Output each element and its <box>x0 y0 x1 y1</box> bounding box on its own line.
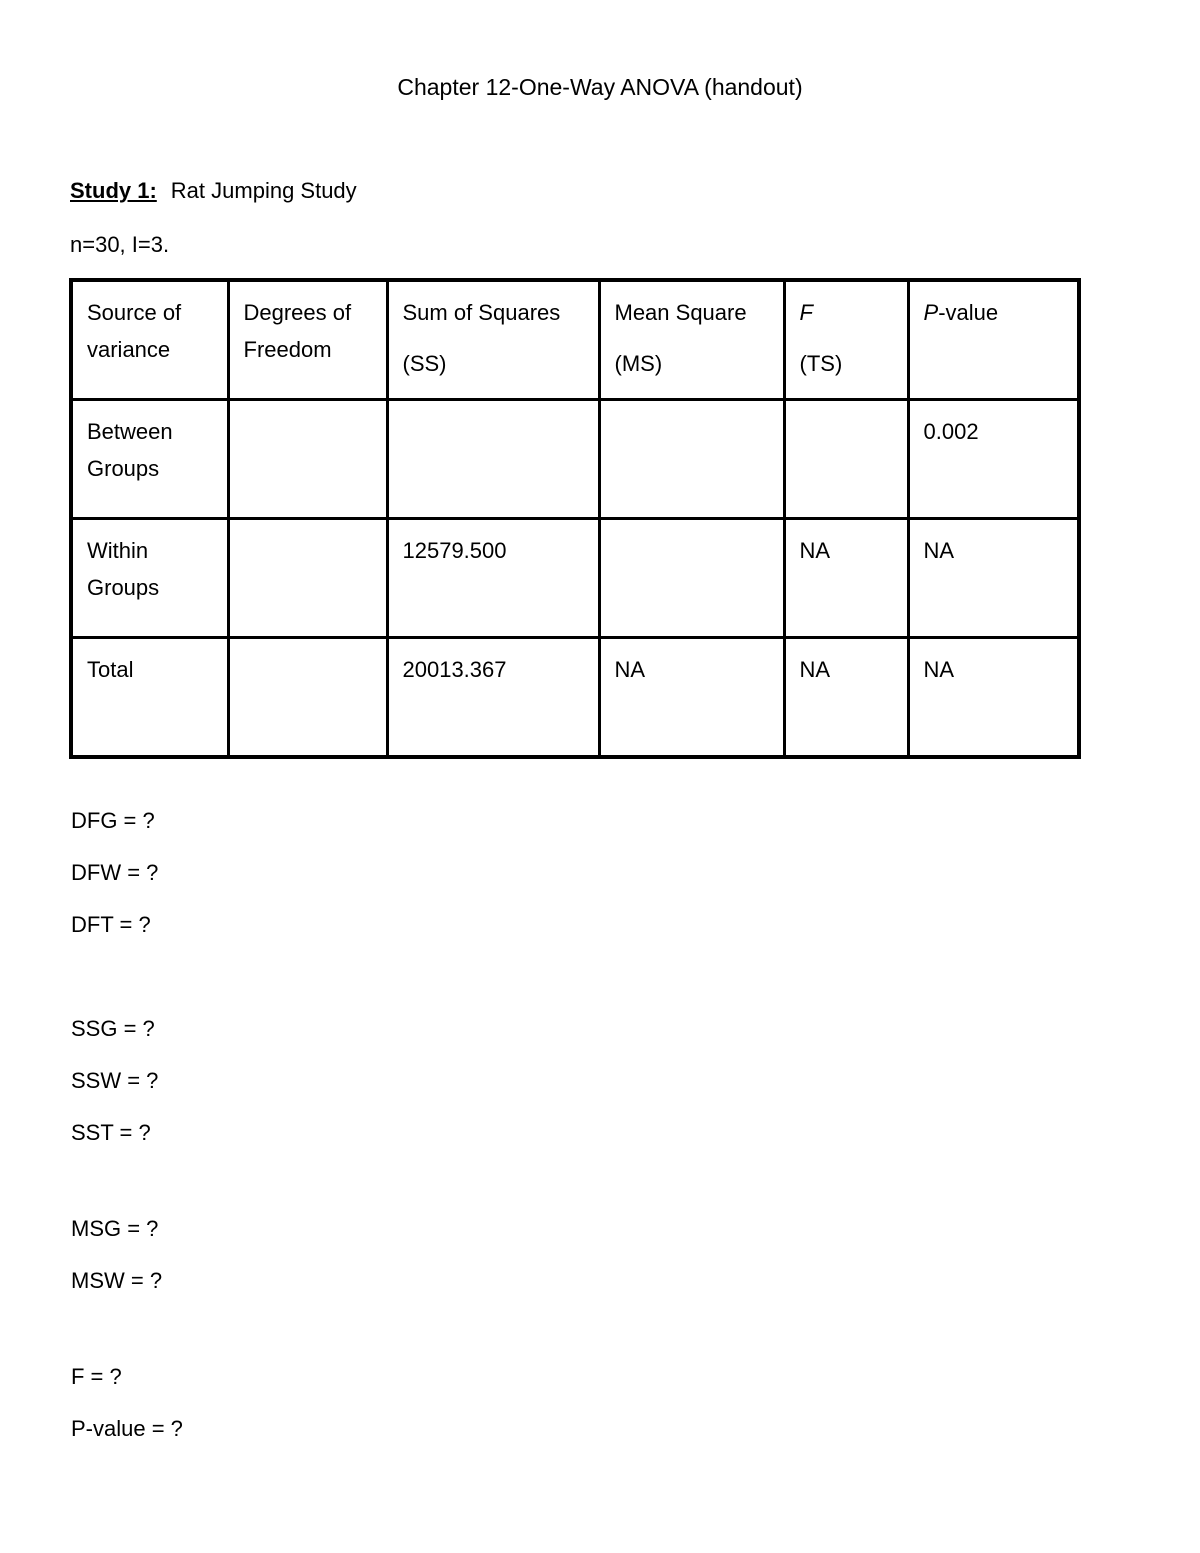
table-row-within <box>71 519 1079 638</box>
ss-cell: 12579.500 <box>387 519 599 638</box>
df-cell <box>228 638 387 758</box>
df-cell <box>228 400 387 519</box>
table-header-row <box>71 280 1079 400</box>
source-cell: Within Groups <box>71 519 228 638</box>
question-ssg: SSG = ? <box>71 1016 155 1041</box>
table-row-total <box>71 638 1079 758</box>
question-msg: MSG = ? <box>71 1216 159 1241</box>
ms-cell <box>599 400 784 519</box>
source-cell: Between Groups <box>71 400 228 519</box>
f-cell: NA <box>784 638 908 758</box>
source-cell: Total <box>71 638 228 758</box>
f-cell: NA <box>784 519 908 638</box>
question-p-value: P-value = ? <box>71 1416 183 1441</box>
p-cell: NA <box>908 519 1079 638</box>
header-f: F (TS) <box>784 280 908 400</box>
header-ms: Mean Square (MS) <box>599 280 784 400</box>
header-source: Source of variance <box>71 280 228 400</box>
table-row-between <box>71 400 1079 519</box>
study-heading <box>70 178 357 204</box>
p-cell: 0.002 <box>908 400 1079 519</box>
ms-cell: NA <box>599 638 784 758</box>
p-cell: NA <box>908 638 1079 758</box>
ss-cell: 20013.367 <box>387 638 599 758</box>
header-df: Degrees of Freedom <box>228 280 387 400</box>
study-label: Study 1: <box>70 178 157 203</box>
header-ss: Sum of Squares (SS) <box>387 280 599 400</box>
ms-cell <box>599 519 784 638</box>
header-p-value: P-value <box>908 280 1079 400</box>
question-dfg: DFG = ? <box>71 808 155 833</box>
question-sst: SST = ? <box>71 1120 151 1145</box>
f-cell <box>784 400 908 519</box>
question-ssw: SSW = ? <box>71 1068 159 1093</box>
question-msw: MSW = ? <box>71 1268 163 1293</box>
study-params: n=30, I=3. <box>70 232 170 257</box>
page-title: Chapter 12-One-Way ANOVA (handout) <box>397 74 803 100</box>
question-f: F = ? <box>71 1364 122 1389</box>
df-cell <box>228 519 387 638</box>
ss-cell <box>387 400 599 519</box>
question-dfw: DFW = ? <box>71 860 159 885</box>
anova-table <box>69 278 1081 759</box>
question-dft: DFT = ? <box>71 912 151 937</box>
study-name: Rat Jumping Study <box>170 178 357 203</box>
